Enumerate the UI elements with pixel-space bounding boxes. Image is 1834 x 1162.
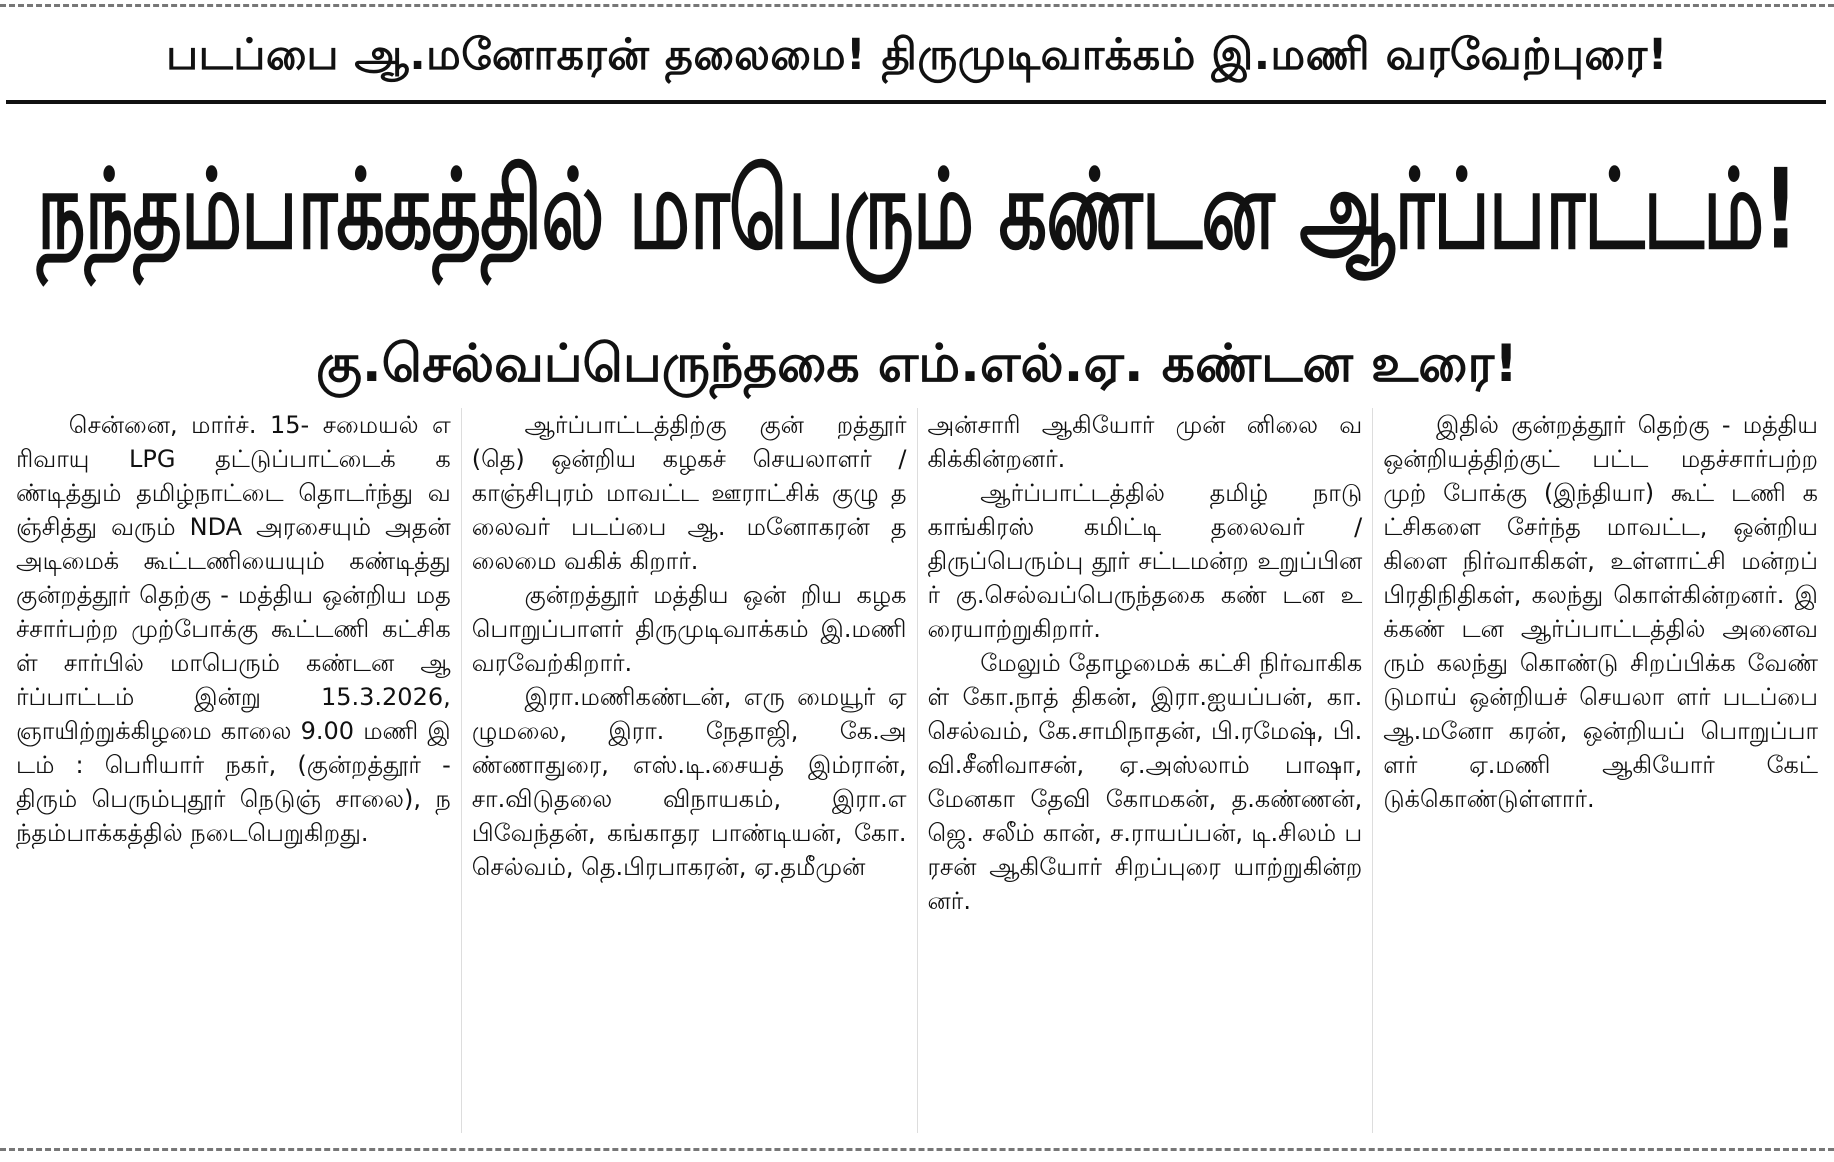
top-dashed-border: [0, 4, 1834, 7]
paragraph: ஆர்ப்பாட்டத்தில் தமிழ் நாடு காங்கிரஸ் கமிட்டி தலைவர் / திருப்பெரும்பு தூர் சட்டமன்ற உறுப்பினர் கு.செல்வப்பெருந்தகை கண் டன உரையாற்றுகிறார்.: [927, 479, 1363, 643]
paragraph: மேலும் தோழமைக் கட்சி நிர்வாகிகள் கோ.நாத் திகன், இரா.ஐயப்பன், கா. செல்வம், கே.சாமிநாதன், பி.ரமேஷ், பி.வி.சீனிவாசன், ஏ.அஸ்லாம் பாஷா, மேனகா தேவி கோமகன், த.கண்ணன், ஜெ. சலீம் கான், ச.ராயப்பன், டி.சிலம் பரசன் ஆகியோர் சிறப்புரை யாற்றுகின்றனர்.: [927, 649, 1363, 915]
paragraph: அன்சாரி ஆகியோர் முன் னிலை வகிக்கின்றனர்.: [927, 411, 1363, 473]
sub-headline: கு.செல்வப்பெருந்தகை எம்.எல்.ஏ. கண்டன உரை!: [315, 333, 1519, 394]
paragraph: இரா.மணிகண்டன், எரு மையூர் ஏழுமலை, இரா. நேதாஜி, கே.அண்ணாதுரை, எஸ்.டி.சையத் இம்ரான், சா.விடுதலை விநாயகம், இரா.எபிவேந்தன், கங்காதர பாண்டியன், கோ.செல்வம், தெ.பிரபாகரன், ஏ.தமீமுன்: [471, 683, 907, 881]
paragraph: ஆர்ப்பாட்டத்திற்கு குன் றத்தூர் (தெ) ஒன்றிய கழகச் செயலாளர் / காஞ்சிபுரம் மாவட்ட ஊராட்சிக் குழு தலைவர் படப்பை ஆ. மனோகரன் தலைமை வகிக் கிறார்.: [471, 411, 907, 575]
article-body: [6, 408, 1828, 1133]
column-4: [1372, 408, 1828, 1133]
column-1: [6, 408, 461, 1133]
paragraph: இதில் குன்றத்தூர் தெற்கு - மத்திய ஒன்றியத்திற்குட் பட்ட மதச்சார்பற்ற முற் போக்கு (இந்தியா) கூட் டணி கட்சிகளை சேர்ந்த மாவட்ட, ஒன்றிய கிளை நிர்வாகிகள், உள்ளாட்சி மன்றப் பிரதிநிதிகள், கலந்து கொள்கின்றனர். இக்கண் டன ஆர்ப்பாட்டத்தில் அனைவரும் கலந்து கொண்டு சிறப்பிக்க வேண் டுமாய் ஒன்றியச் செயலா ளர் படப்பை ஆ.மனோ கரன், ஒன்றியப் பொறுப்பா ளர் ஏ.மணி ஆகியோர் கேட் டுக்கொண்டுள்ளார்.: [1383, 411, 1818, 813]
bottom-dashed-border: [0, 1148, 1834, 1151]
paragraph: குன்றத்தூர் மத்திய ஒன் றிய கழக பொறுப்பாளர் திருமுடிவாக்கம் இ.மணி வரவேற்கிறார்.: [471, 581, 907, 677]
paragraph: சென்னை, மார்ச். 15- சமையல் எரிவாயு LPG தட்டுப்பாட்டைக் கண்டித்தும் தமிழ்நாட்டை தொடர்ந்து வஞ்சித்து வரும் NDA அரசையும் அதன் அடிமைக் கூட்டணியையும் கண்டித்து குன்றத்தூர் தெற்கு - மத்திய ஒன்றிய மதச்சார்பற்ற முற்போக்கு கூட்டணி கட்சிகள் சார்பில் மாபெரும் கண்டன ஆர்ப்பாட்டம் இன்று 15.3.2026, ஞாயிற்றுக்கிழமை காலை 9.00 மணி இடம் : பெரியார் நகர், (குன்றத்தூர் - திரும் பெரும்புதூர் நெடுஞ் சாலை), நந்தம்பாக்கத்தில் நடைபெறுகிறது.: [16, 411, 451, 847]
main-headline: நந்தம்பாக்கத்தில் மாபெரும் கண்டன ஆர்ப்பாட்டம்!: [36, 144, 1797, 274]
kicker-line: படப்பை ஆ.மனோகரன் தலைமை! திருமுடிவாக்கம் இ.மணி வரவேற்புரை!: [166, 29, 1668, 80]
column-2: [461, 408, 917, 1133]
column-3: [917, 408, 1373, 1133]
